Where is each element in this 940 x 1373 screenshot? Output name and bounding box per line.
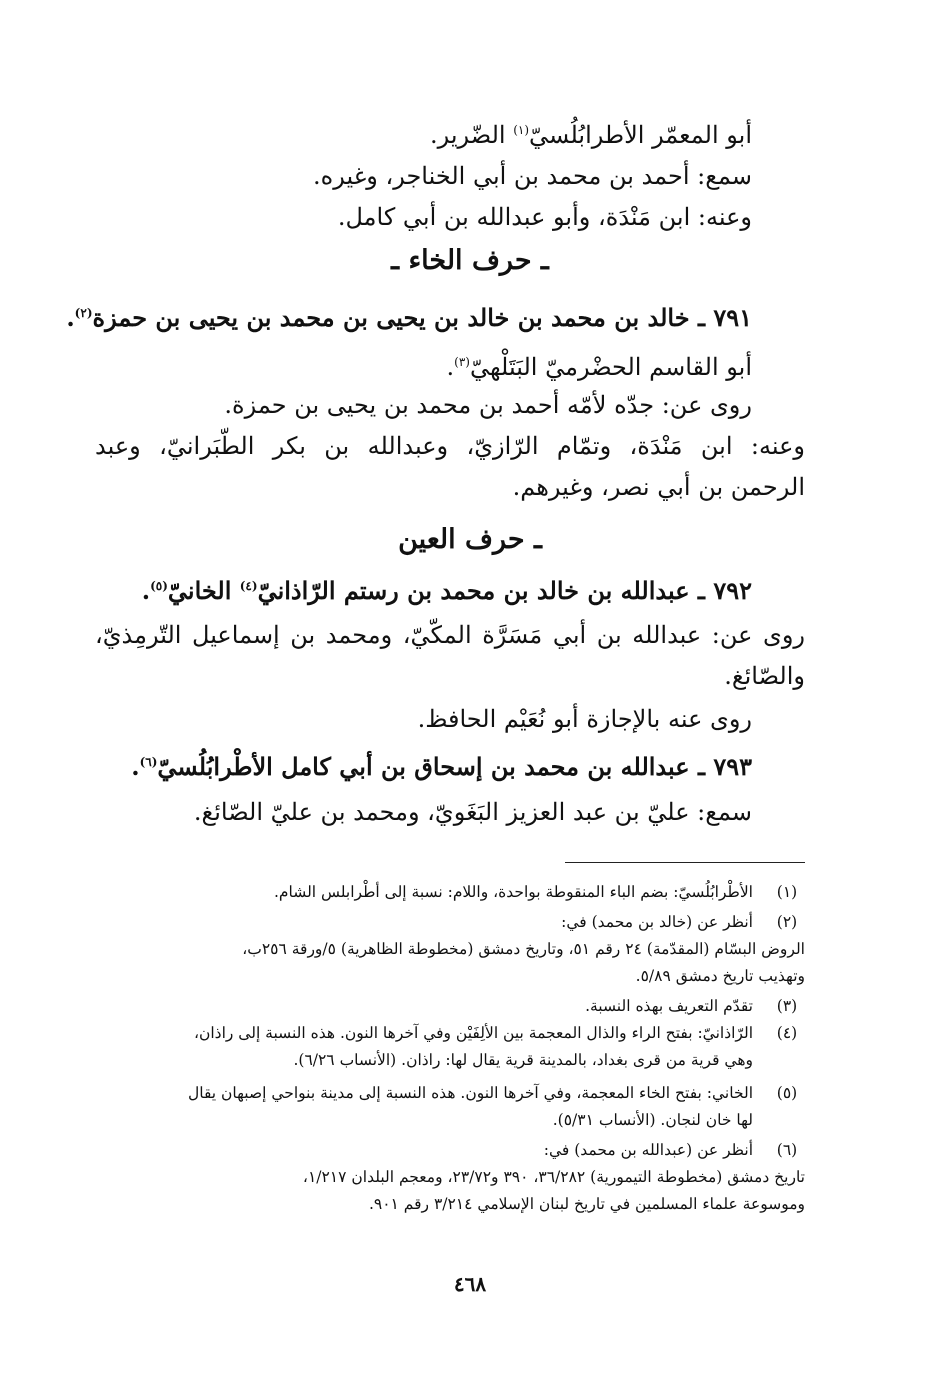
section-heading: ـ حرف الخاء ـ	[391, 245, 549, 276]
section-heading: ـ حرف العين	[398, 524, 542, 555]
footnote-2-cont: الروض البسّام (المقدّمة) ٢٤ رقم ٥١، وتاريخ دمشق (مخطوطة الظاهرية) ٥/ورقة ٢٥٦ب،	[242, 940, 805, 958]
text-line: روى عنه بالإجازة أبو نُعَيْم الحافظ.	[417, 705, 752, 733]
entry-792-heading: ٧٩٢ ـ عبدالله بن خالد بن محمد بن رستم الرّاذانيّ$^{(٤)}$ الخانيّ$^{(٥)}$.	[141, 576, 752, 605]
text-line: روى عن: عبدالله بن أبي مَسَرَّة المكّيّ، ومحمد بن إسماعيل التّرمِذيّ،	[95, 621, 805, 649]
footnote-6: (٦) أنظر عن (عبدالله بن محمد) في:	[543, 1141, 798, 1159]
footnote-2-cont: وتهذيب تاريخ دمشق ٥/٨٩.	[635, 967, 805, 985]
footnote-3: (٣) تقدّم التعريف بهذه النسبة.	[585, 997, 798, 1015]
footnote-4: (٤) الرّاذانيّ: بفتح الراء والذال المعجمة بين الألِفَيْن وفي آخرها النون. هذه النسبة إلى راذان،	[193, 1024, 798, 1042]
text-line: الرحمن بن أبي نصر، وغيرهم.	[512, 473, 805, 501]
text-line: سمع: عليّ بن عبد العزيز البَغَويّ، ومحمد بن عليّ الصّائغ.	[193, 798, 752, 826]
entry-791-heading: ٧٩١ ـ خالد بن محمد بن خالد بن يحيى بن محمد بن يحيى بن حمزة$^{(٢)}$.	[66, 303, 752, 332]
text-line: أبو المعمّر الأطرابُلُسيّ$^{(١)}$ الضّرير.	[429, 121, 752, 149]
text-line: وعنه: ابن مَنْدَة، وتمّام الرّازيّ، وعبدالله بن بكر الطّبَرانيّ، وعبد	[95, 432, 805, 460]
text-line: وعنه: ابن مَنْدَة، وأبو عبدالله بن أبي كامل.	[337, 203, 752, 231]
footnote-1: (١) الأطْرابُلُسيّ: بضم الباء المنقوطة بواحدة، واللام: نسبة إلى أطْرابلس الشام.	[274, 883, 798, 901]
footnote-6-cont: تاريخ دمشق (مخطوطة التيمورية) ٣٦/٢٨٢، ٣٩٠ و٢٣/٧٢، ومعجم البلدان ١/٢١٧،	[302, 1168, 805, 1186]
footnote-2: (٢) أنظر عن (خالد بن محمد) في:	[561, 913, 798, 931]
footnote-5: (٥) الخاني: بفتح الخاء المعجمة، وفي آخرها النون. هذه النسبة إلى مدينة بنواحي إصبهان يقال	[187, 1084, 798, 1102]
text-line: سمع: أحمد بن محمد بن أبي الخناجر، وغيره.	[313, 162, 752, 190]
footnote-5-cont: لها خان لنجان. (الأنساب ٥/٣١).	[552, 1111, 753, 1129]
text-line: والصّائغ.	[724, 662, 805, 690]
footnote-divider	[565, 862, 805, 863]
footnote-ref: (١)	[513, 123, 530, 137]
footnote-4-cont: وهي قرية من قرى بغداد، بالمدينة قرية يقال لها: راذان. (الأنساب ٦/٢٦).	[293, 1051, 753, 1069]
text-line: أبو القاسم الحضْرميّ البَتَلْهيّ$^{(٣)}$.	[446, 353, 752, 381]
footnote-6-cont: وموسوعة علماء المسلمين في تاريخ لبنان الإسلامي ٣/٢١٤ رقم ٩٠١.	[368, 1195, 805, 1213]
entry-793-heading: ٧٩٣ ـ عبدالله بن محمد بن إسحاق بن أبي كامل الأطْرابُلُسيّ$^{(٦)}$.	[131, 752, 752, 781]
text-line: روى عن: جدّه لأمّه أحمد بن محمد بن يحيى بن حمزة.	[224, 391, 752, 419]
page-number: ٤٦٨	[453, 1272, 487, 1296]
